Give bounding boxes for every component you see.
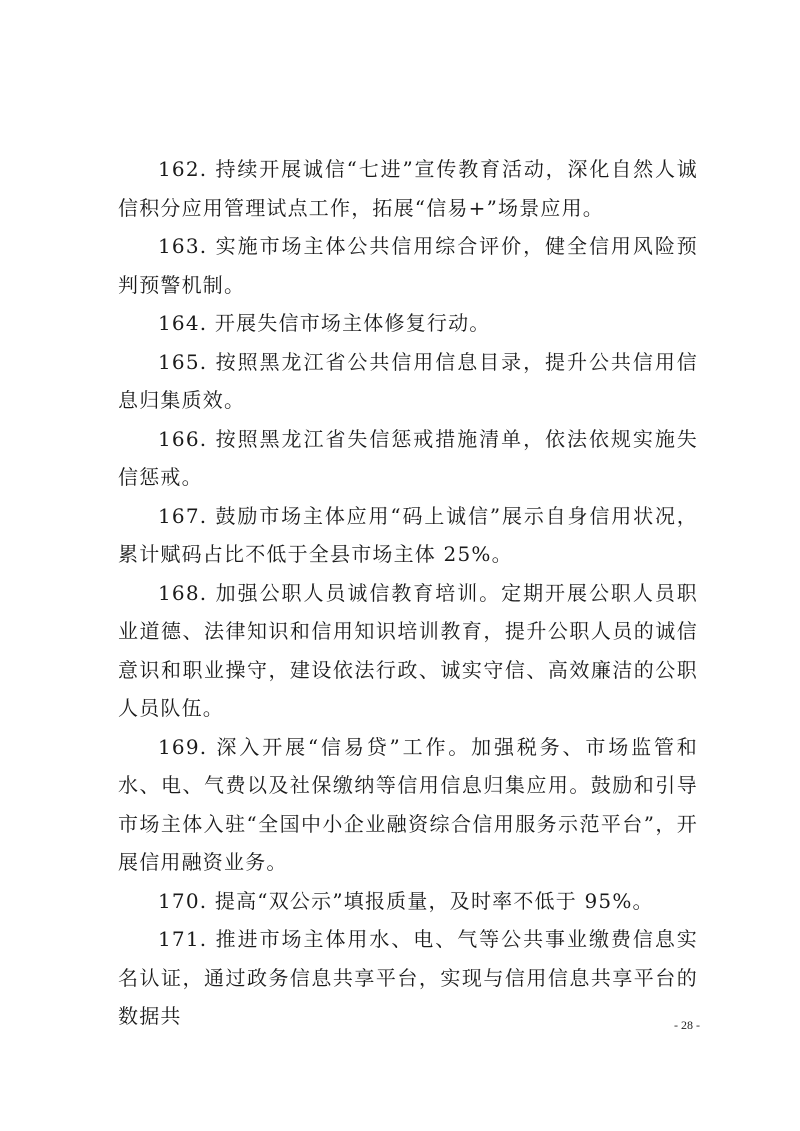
document-body	[118, 150, 698, 1036]
paragraph-168: 168. 加强公职人员诚信教育培训。定期开展公职人员职业道德、法律知识和信用知识培训教育，提升公职人员的诚信意识和职业操守，建设依法行政、诚实守信、高效廉洁的公职人员队伍。	[118, 580, 698, 720]
paragraph-167: 167. 鼓励市场主体应用“码上诚信”展示自身信用状况，累计赋码占比不低于全县市场主体 25%。	[118, 503, 698, 566]
paragraph-163: 163. 实施市场主体公共信用综合评价，健全信用风险预判预警机制。	[118, 234, 698, 297]
paragraph-164: 164. 开展失信市场主体修复行动。	[158, 311, 491, 335]
paragraph-165: 165. 按照黑龙江省公共信用信息目录，提升公共信用信息归集质效。	[118, 349, 698, 412]
paragraph-162: 162. 持续开展诚信“七进”宣传教育活动，深化自然人诚信积分应用管理试点工作，拓展“信易+”场景应用。	[118, 157, 698, 220]
paragraph-169: 169. 深入开展“信易贷”工作。加强税务、市场监管和水、电、气费以及社保缴纳等信用信息归集应用。鼓励和引导市场主体入驻“全国中小企业融资综合信用服务示范平台”，开展信用融资业务。	[118, 734, 698, 874]
page-number: - 28 -	[674, 1018, 700, 1032]
paragraph-170: 170. 提高“双公示”填报质量，及时率不低于 95%。	[158, 888, 654, 913]
paragraph-166: 166. 按照黑龙江省失信惩戒措施清单，依法依规实施失信惩戒。	[118, 426, 698, 489]
paragraph-171: 171. 推进市场主体用水、电、气等公共事业缴费信息实名认证，通过政务信息共享平台，实现与信用信息共享平台的数据共	[118, 927, 698, 1028]
